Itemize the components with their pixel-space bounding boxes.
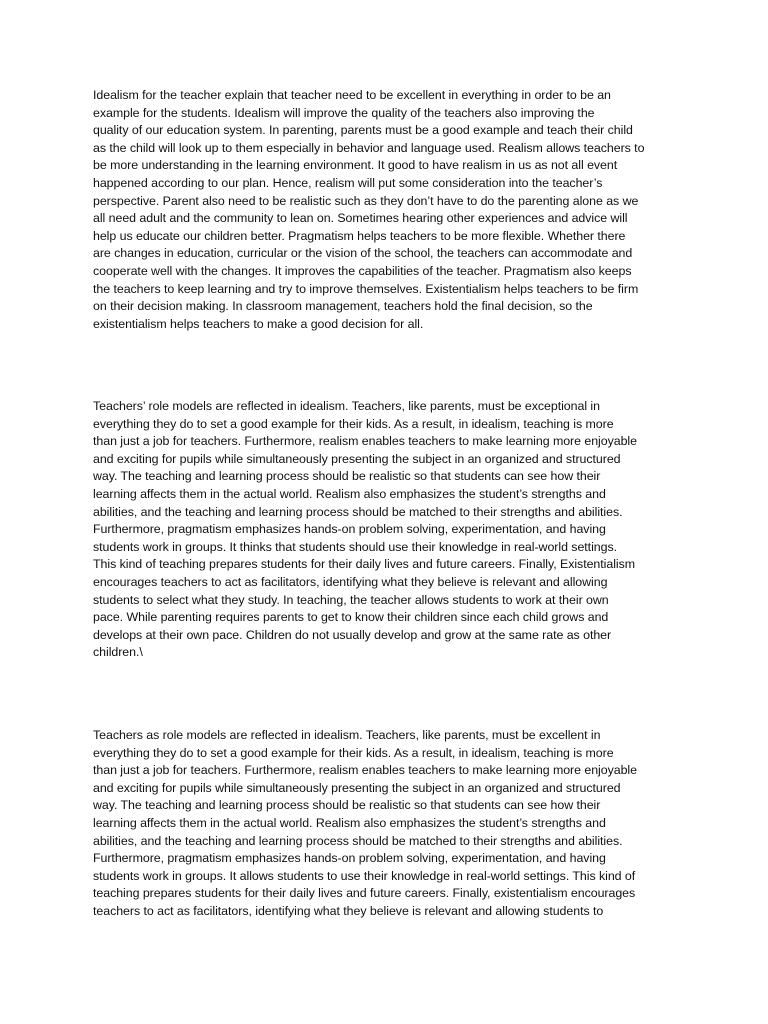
text-line: Teachers as role models are reflected in idealism. Teachers, like parents, must be excellent in	[93, 728, 601, 742]
text-line: Furthermore, pragmatism emphasizes hands-on problem solving, experimentation, and having	[93, 851, 606, 866]
text-line: students to select what they study. In teaching, the teacher allows students to work at their own	[93, 592, 609, 607]
text-line: and exciting for pupils while simultaneously presenting the subject in an organized and structured	[93, 451, 621, 466]
text-line: and exciting for pupils while simultaneously presenting the subject in an organized and structured	[93, 780, 621, 795]
text-line: encourages teachers to act as facilitators, identifying what they believe is relevant and allowing	[93, 574, 608, 589]
text-line: teachers to act as facilitators, identifying what they believe is relevant and allowing students to	[93, 903, 604, 918]
text-line: pace. While parenting requires parents to get to know their children since each child grows and	[93, 610, 609, 625]
text-line: abilities, and the teaching and learning process should be matched to their strengths and abilities.	[93, 504, 623, 519]
text-line: are changes in education, curricular or the vision of the school, the teachers can accommodate and	[93, 246, 633, 261]
text-line: learning affects them in the actual world. Realism also emphasizes the student’s strengths and	[93, 486, 606, 501]
text-line: happened according to our plan. Hence, realism will put some consideration into the teacher’s	[93, 175, 603, 190]
paragraph-3	[93, 727, 683, 921]
text-line: way. The teaching and learning process should be realistic so that students can see how their	[93, 469, 601, 484]
text-line: the teachers to keep learning and try to improve themselves. Existentialism helps teachers to be firm	[93, 281, 639, 296]
paragraph-2	[93, 398, 683, 662]
text-line: perspective. Parent also need to be realistic such as they don’t have to do the parenting alone as we	[93, 193, 639, 208]
text-line: quality of our education system. In parenting, parents must be a good example and teach their child	[93, 123, 633, 138]
text-line: everything they do to set a good example for their kids. As a result, in idealism, teaching is more	[93, 416, 614, 431]
text-line: Idealism for the teacher explain that teacher need to be excellent in everything in order to be an	[93, 88, 611, 102]
text-line: teaching prepares students for their daily lives and future careers. Finally, existentialism encourages	[93, 886, 636, 901]
text-line: than just a job for teachers. Furthermore, realism enables teachers to make learning more enjoyable	[93, 434, 637, 449]
text-line: cooperate well with the changes. It improves the capabilities of the teacher. Pragmatism also keeps	[93, 263, 632, 278]
text-line: This kind of teaching prepares students for their daily lives and future careers. Finally, Existentialism	[93, 557, 636, 572]
text-line: be more understanding in the learning environment. It good to have realism in us as not all event	[93, 158, 618, 173]
text-line: existentialism helps teachers to make a good decision for all.	[93, 316, 424, 331]
text-line: help us educate our children better. Pragmatism helps teachers to be more flexible. Whether there	[93, 228, 626, 243]
paragraph-1	[93, 87, 683, 333]
text-line: children.\	[93, 645, 143, 660]
text-line: example for the students. Idealism will improve the quality of the teachers also improving the	[93, 105, 595, 120]
text-line: Furthermore, pragmatism emphasizes hands-on problem solving, experimentation, and having	[93, 522, 606, 537]
text-line: as the child will look up to them especially in behavior and language used. Realism allows teachers to	[93, 140, 645, 155]
text-line: everything they do to set a good example for their kids. As a result, in idealism, teaching is more	[93, 745, 614, 760]
text-line: on their decision making. In classroom management, teachers hold the final decision, so the	[93, 299, 593, 314]
text-line: students work in groups. It thinks that students should use their knowledge in real-world settings.	[93, 539, 618, 554]
text-line: all need adult and the community to lean on. Sometimes hearing other experiences and advice will	[93, 211, 628, 226]
text-line: than just a job for teachers. Furthermore, realism enables teachers to make learning more enjoyable	[93, 763, 637, 778]
text-line: develops at their own pace. Children do not usually develop and grow at the same rate as other	[93, 627, 612, 642]
text-line: abilities, and the teaching and learning process should be matched to their strengths and abilities.	[93, 833, 623, 848]
text-line: Teachers’ role models are reflected in idealism. Teachers, like parents, must be exceptional in	[93, 399, 600, 413]
text-line: way. The teaching and learning process should be realistic so that students can see how their	[93, 798, 601, 813]
text-line: students work in groups. It allows students to use their knowledge in real-world settings. This kind of	[93, 868, 636, 883]
text-line: learning affects them in the actual world. Realism also emphasizes the student’s strengths and	[93, 815, 606, 830]
